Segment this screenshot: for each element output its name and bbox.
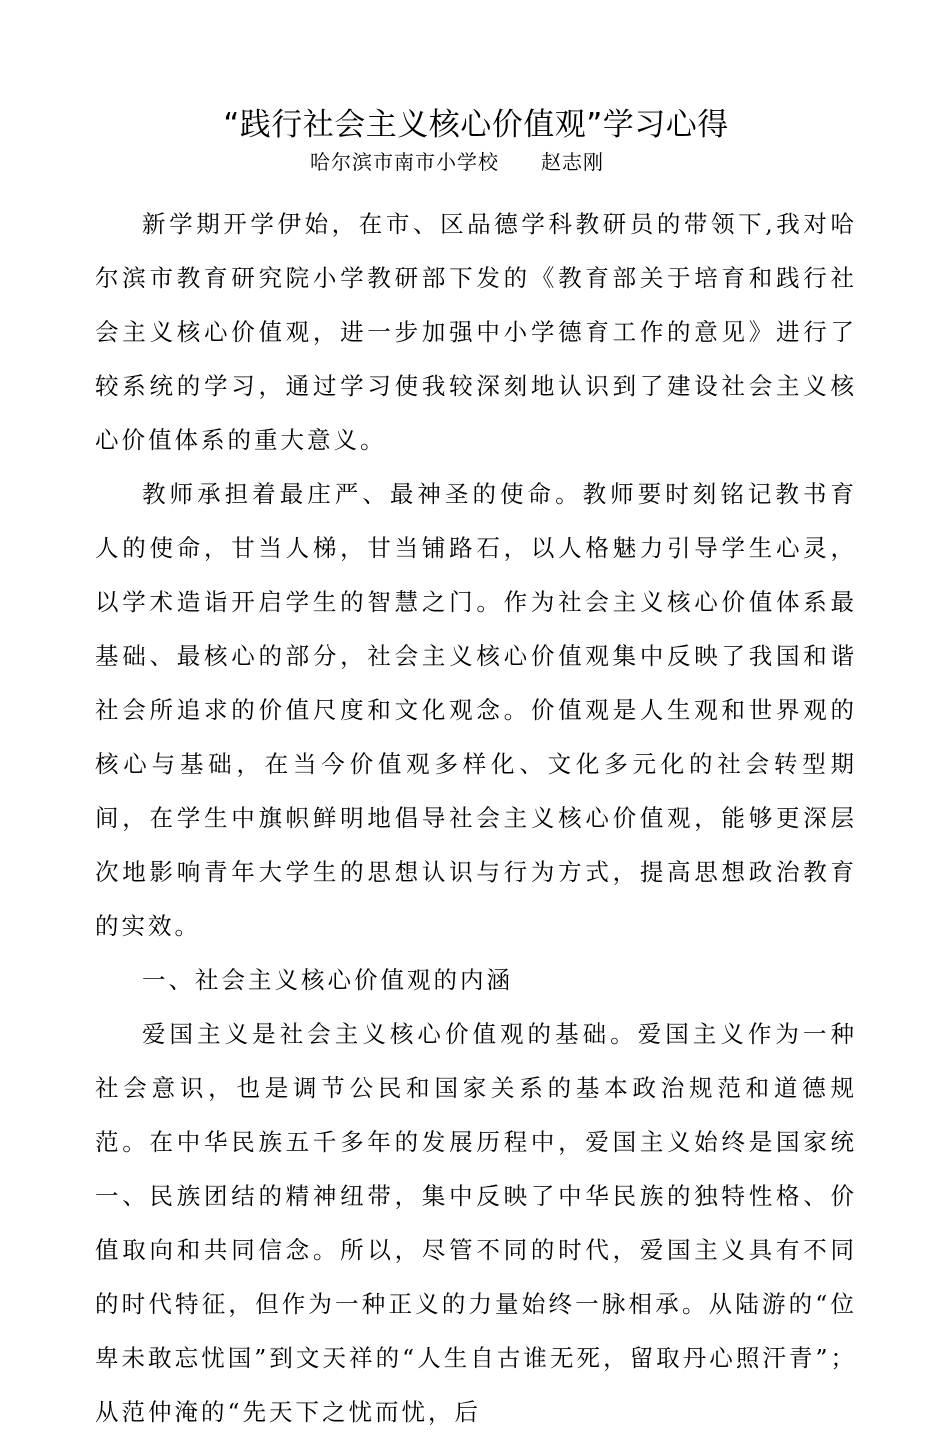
paragraph-patriotism: 爱国主义是社会主义核心价值观的基础。爱国主义作为一种社会意识，也是调节公民和国家关系的基本政治规范和道德规范。在中华民族五千多年的发展历程中，爱国主义始终是国家统一、民族团结的精神纽带，集中反映了中华民族的独特性格、价值取向和共同信念。所以，尽管不同的时代，爱国主义具有不同的时代特征，但作为一种正义的力量始终一脉相承。从陆游的“位卑未敢忘忧国”到文天祥的“人生自古谁无死，留取丹心照汗青”；从范仲淹的“先天下之忧而忧，后 (95, 1020, 857, 1426)
byline (310, 147, 604, 177)
author-name: 赵志刚 (541, 150, 604, 174)
paragraph-teacher-mission: 教师承担着最庄严、最神圣的使命。教师要时刻铭记教书育人的使命，甘当人梯，甘当铺路石，以人格魅力引导学生心灵，以学术造诣开启学生的智慧之门。作为社会主义核心价值体系最基础、最核心的部分，社会主义核心价值观集中反映了我国和谐社会所追求的价值尺度和文化观念。价值观是人生观和世界观的核心与基础，在当今价值观多样化、文化多元化的社会转型期间，在学生中旗帜鲜明地倡导社会主义核心价值观，能够更深层次地影响青年大学生的思想认识与行为方式，提高思想政治教育的实效。 (95, 480, 857, 940)
document-title: “践行社会主义核心价值观”学习心得 (223, 107, 729, 143)
section-heading: 一、社会主义核心价值观的内涵 (142, 966, 513, 994)
document-body (95, 197, 857, 1439)
school-name: 哈尔滨市南市小学校 (310, 150, 499, 174)
paragraph-intro: 新学期开学伊始，在市、区品德学科教研员的带领下,我对哈尔滨市教育研究院小学教研部下发的《教育部关于培育和践行社会主义核心价值观，进一步加强中小学德育工作的意见》进行了较系统的学习，通过学习使我较深刻地认识到了建设社会主义核心价值体系的重大意义。 (95, 210, 857, 454)
